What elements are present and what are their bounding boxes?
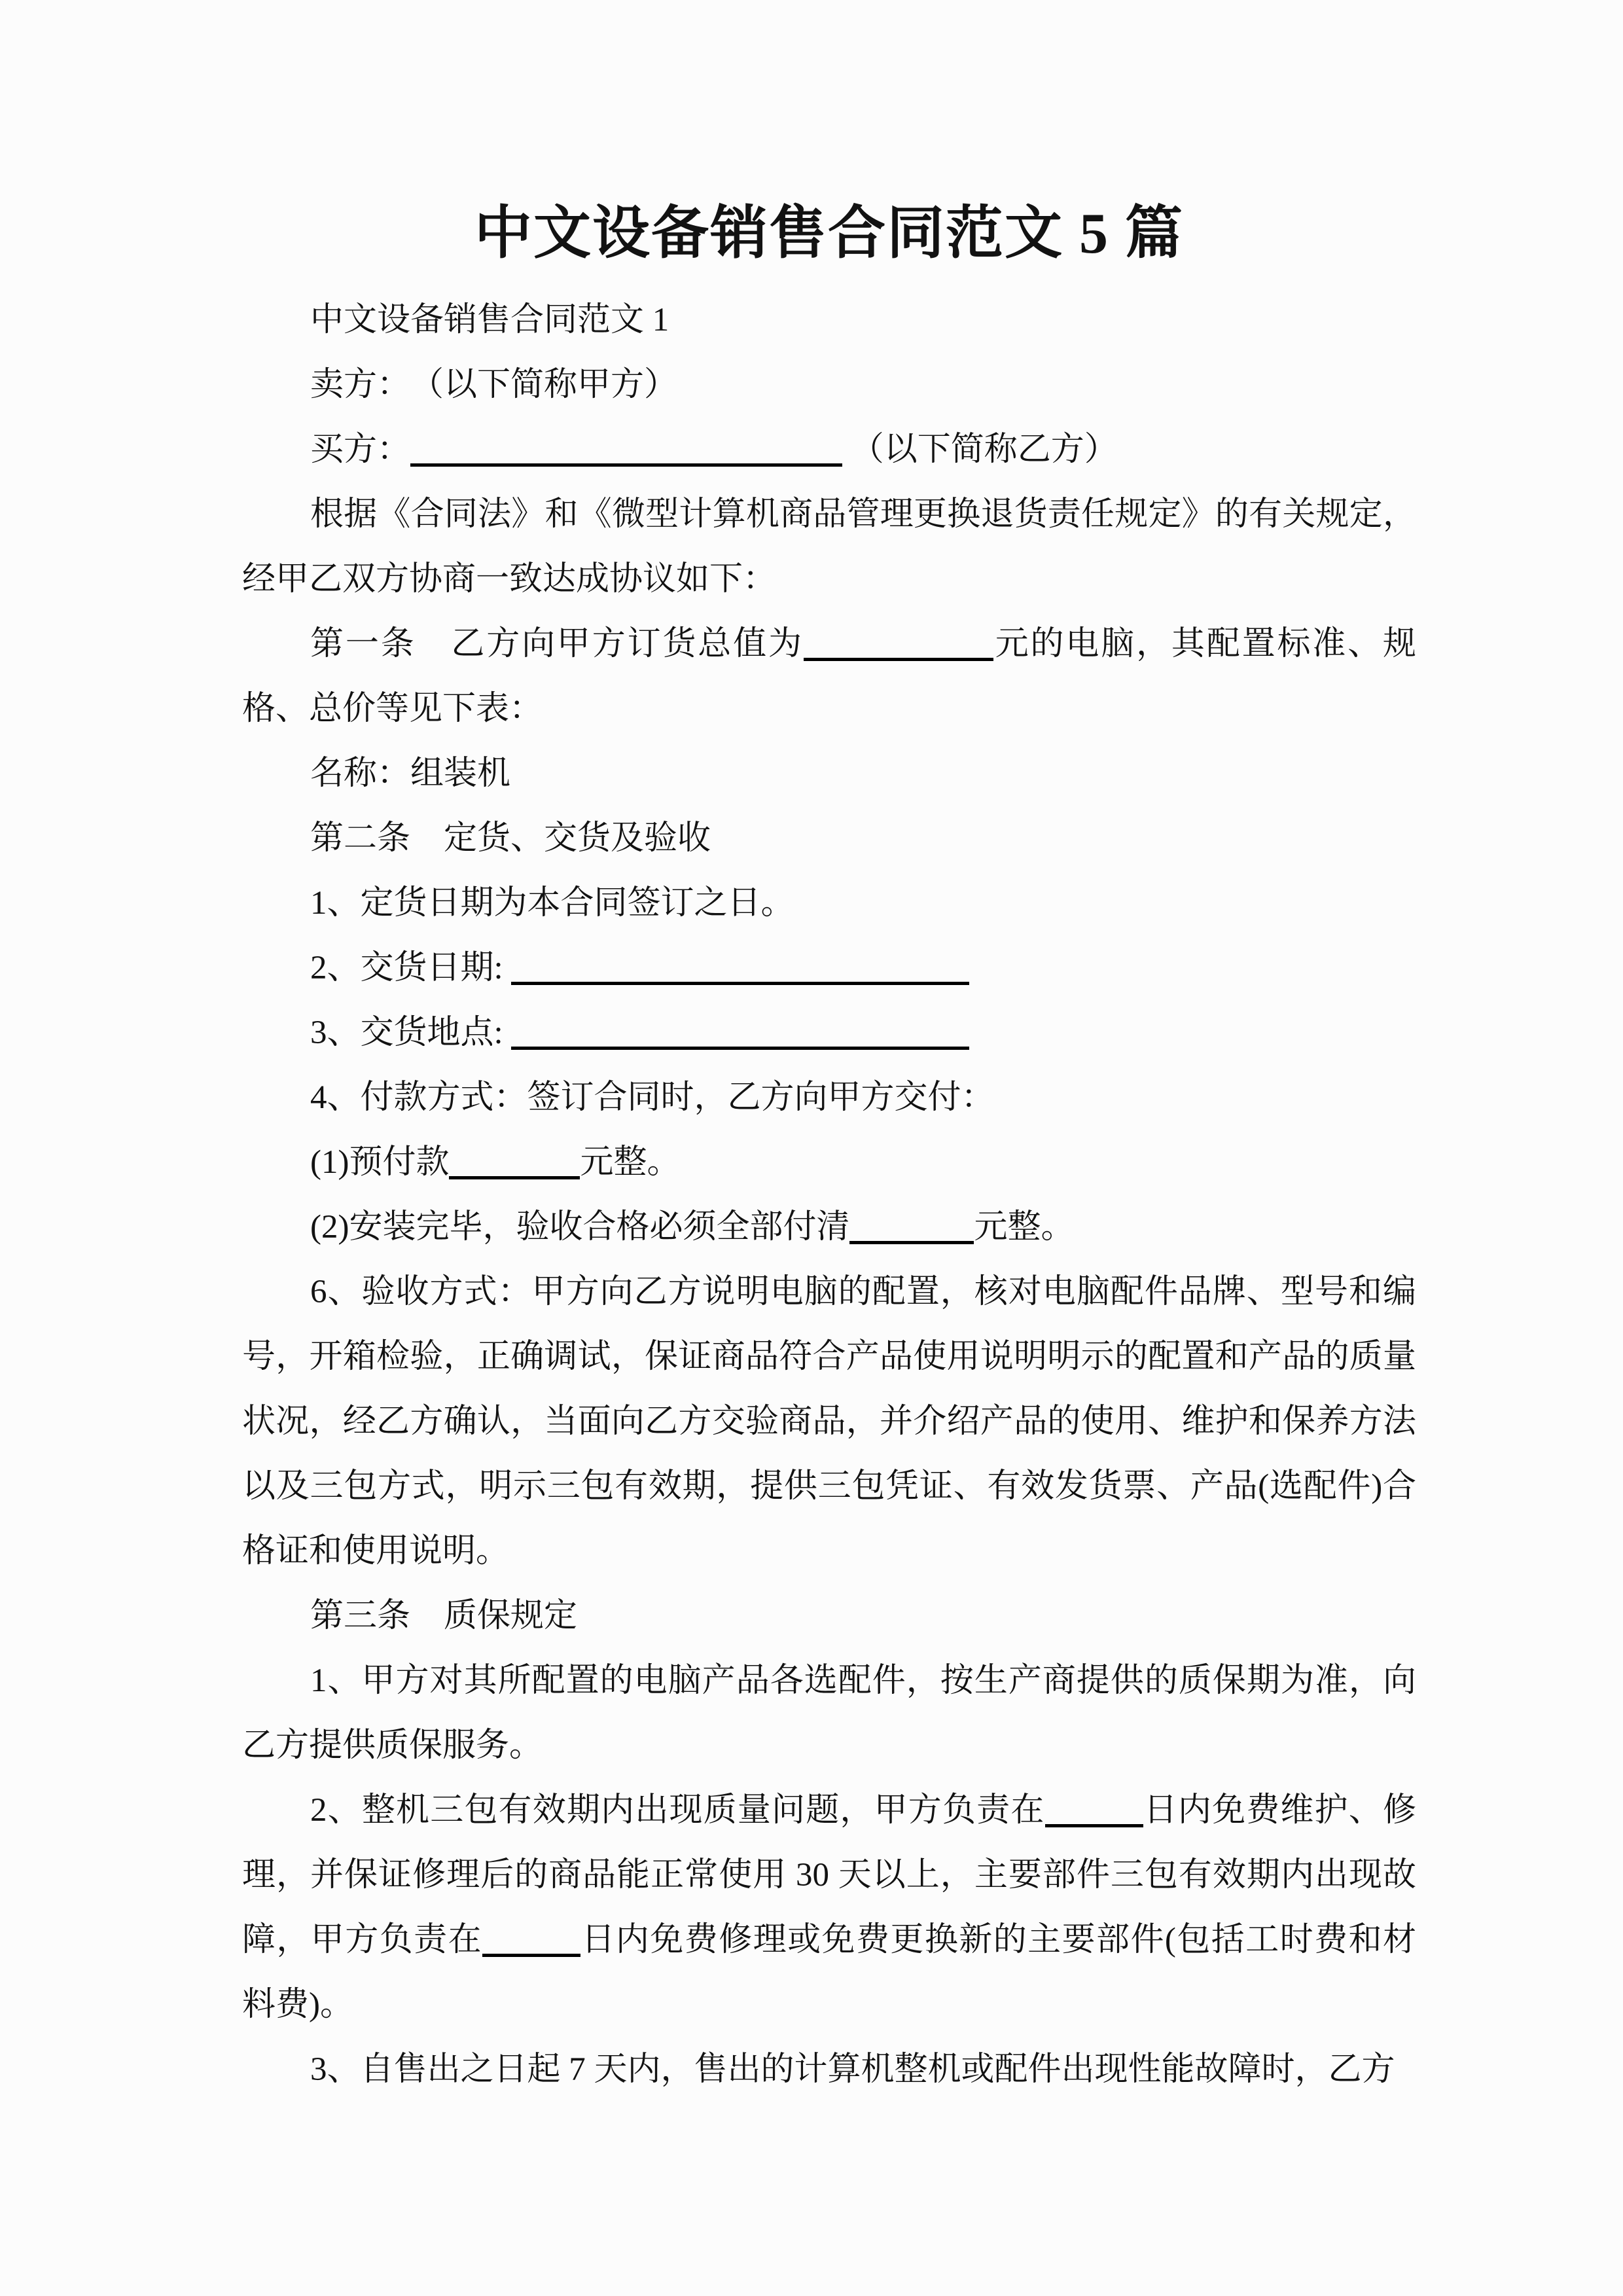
text-run: (1)预付款 — [310, 1144, 450, 1181]
paragraph — [242, 1001, 1416, 1066]
text-run: 日内免费维护、修理，并保证修理后的商品能正常使用 30 天以上，主要部件三包有效期内出现故障，甲方负责在 — [242, 1792, 1416, 1958]
text-run: (2)安装完毕，验收合格必须全部付清 — [310, 1209, 850, 1246]
text-run: 6、验收方式：甲方向乙方说明电脑的配置，核对电脑配件品牌、型号和编号，开箱检验，正确调试，保证商品符合产品使用说明明示的配置和产品的质量状况，经乙方确认，当面向乙方交验商品，并介绍产品的使用、维护和保养方法以及三包方式，明示三包有效期，提供三包凭证、有效发货票、产品(选配件)合格证和使用说明。 — [242, 1274, 1416, 1570]
paragraph — [242, 1066, 1416, 1130]
text-run: 日内免费修理或免费更换新的主要部件(包括工时费和材料费)。 — [242, 1922, 1416, 2023]
paragraph — [242, 482, 1416, 612]
text-run: 第一条 乙方向甲方订货总值为 — [310, 626, 804, 662]
paragraph — [242, 353, 1416, 418]
text-run: 2、交货日期: — [310, 950, 512, 986]
fill-in-blank — [410, 463, 842, 467]
fill-in-blank — [849, 1241, 974, 1244]
paragraph — [242, 1649, 1416, 1778]
text-run: 元整。 — [580, 1144, 681, 1181]
paragraph — [242, 612, 1416, 742]
paragraph — [242, 806, 1416, 871]
paragraph — [242, 871, 1416, 936]
text-run: 3、交货地点: — [310, 1014, 512, 1051]
paragraph — [242, 288, 1416, 353]
fill-in-blank — [511, 982, 969, 985]
text-run: 根据《合同法》和《微型计算机商品管理更换退货责任规定》的有关规定，经甲乙双方协商一致达成协议如下： — [242, 496, 1416, 598]
fill-in-blank — [449, 1176, 580, 1179]
text-run: 卖方： （以下简称甲方） — [310, 367, 678, 403]
text-run: 买方： — [310, 431, 411, 468]
paragraph — [242, 1130, 1416, 1195]
text-run: 3、自售出之日起 7 天内，售出的计算机整机或配件出现性能故障时，乙方 — [310, 2051, 1395, 2088]
paragraph — [242, 2037, 1416, 2102]
document-body — [242, 288, 1416, 2102]
text-run: 中文设备销售合同范文 1 — [310, 302, 669, 338]
paragraph — [242, 1260, 1416, 1584]
text-run: 第二条 定货、交货及验收 — [310, 820, 711, 857]
paragraph — [242, 418, 1416, 482]
text-run: 名称：组装机 — [310, 755, 511, 792]
paragraph — [242, 1195, 1416, 1260]
fill-in-blank — [511, 1047, 969, 1050]
fill-in-blank — [1045, 1824, 1143, 1827]
text-run: 元整。 — [974, 1209, 1075, 1246]
fill-in-blank — [804, 658, 993, 661]
paragraph — [242, 1584, 1416, 1649]
text-run: 2、整机三包有效期内出现质量问题，甲方负责在 — [310, 1792, 1045, 1829]
document-title: 中文设备销售合同范文 5 篇 — [474, 202, 1184, 266]
text-run: 元的电脑，其配置标准、规格、总价等见下表： — [242, 626, 1416, 727]
text-run: 1、定货日期为本合同签订之日。 — [310, 885, 794, 922]
text-run: 1、甲方对其所配置的电脑产品各选配件，按生产商提供的质保期为准，向乙方提供质保服务。 — [242, 1662, 1416, 1764]
text-run: 4、付款方式：签订合同时，乙方向甲方交付： — [310, 1079, 995, 1116]
paragraph — [242, 1778, 1416, 2037]
text-run: 第三条 质保规定 — [310, 1598, 578, 1634]
paragraph — [242, 742, 1416, 806]
paragraph — [242, 936, 1416, 1001]
text-run: （以下简称乙方） — [842, 431, 1118, 468]
fill-in-blank — [482, 1954, 580, 1957]
